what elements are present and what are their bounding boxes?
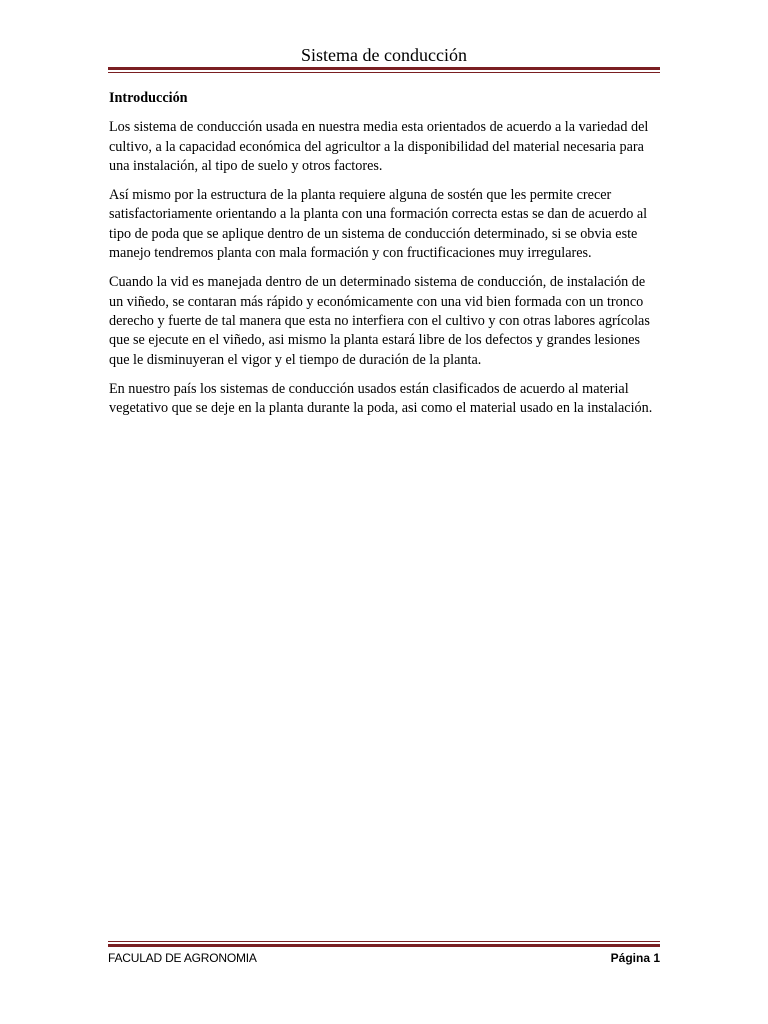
document-body (109, 89, 660, 428)
paragraph-1: Los sistema de conducción usada en nuestra media esta orientados de acuerdo a la variedad del cultivo, a la capacidad económica del agricultor a la disponibilidad del material necesaria para una instalación, al tipo de suelo y otros factores. (109, 119, 649, 174)
page-header-title: Sistema de conducción (301, 45, 467, 65)
footer-faculty: FACULAD DE AGRONOMIA (108, 951, 257, 965)
header-rule-thin (108, 72, 660, 73)
section-heading: Introducción (109, 90, 188, 106)
footer-rule-thick (108, 944, 660, 947)
footer-rule-thin (108, 941, 660, 942)
header-rule-thick (108, 67, 660, 70)
footer-page-number: Página 1 (610, 951, 660, 965)
paragraph-3: Cuando la vid es manejada dentro de un determinado sistema de conducción, de instalación de un viñedo, se contaran más rápido y económicamente con una vid bien formada con un tronco derecho y fuerte de tal manera que esta no interfiera con el cultivo y con otras labores agrícolas que se ejecute en el viñedo, asi mismo la planta estará libre de los defectos y grandes lesiones que le disminuyeran el vigor y el tiempo de duración de la planta. (109, 274, 650, 368)
paragraph-4: En nuestro país los sistemas de conducción usados están clasificados de acuerdo al material vegetativo que se deje en la planta durante la poda, asi como el material usado en la instalación. (109, 380, 653, 417)
paragraph-2: Así mismo por la estructura de la planta requiere alguna de sostén que les permite crecer satisfactoriamente orientando a la planta con una formación correcta estas se dan de acuerdo al tipo de poda que se aplique dentro de un sistema de conducción determinado, si se obvia este manejo tendremos planta con mala formación y con fructificaciones muy irregulares. (109, 187, 648, 262)
